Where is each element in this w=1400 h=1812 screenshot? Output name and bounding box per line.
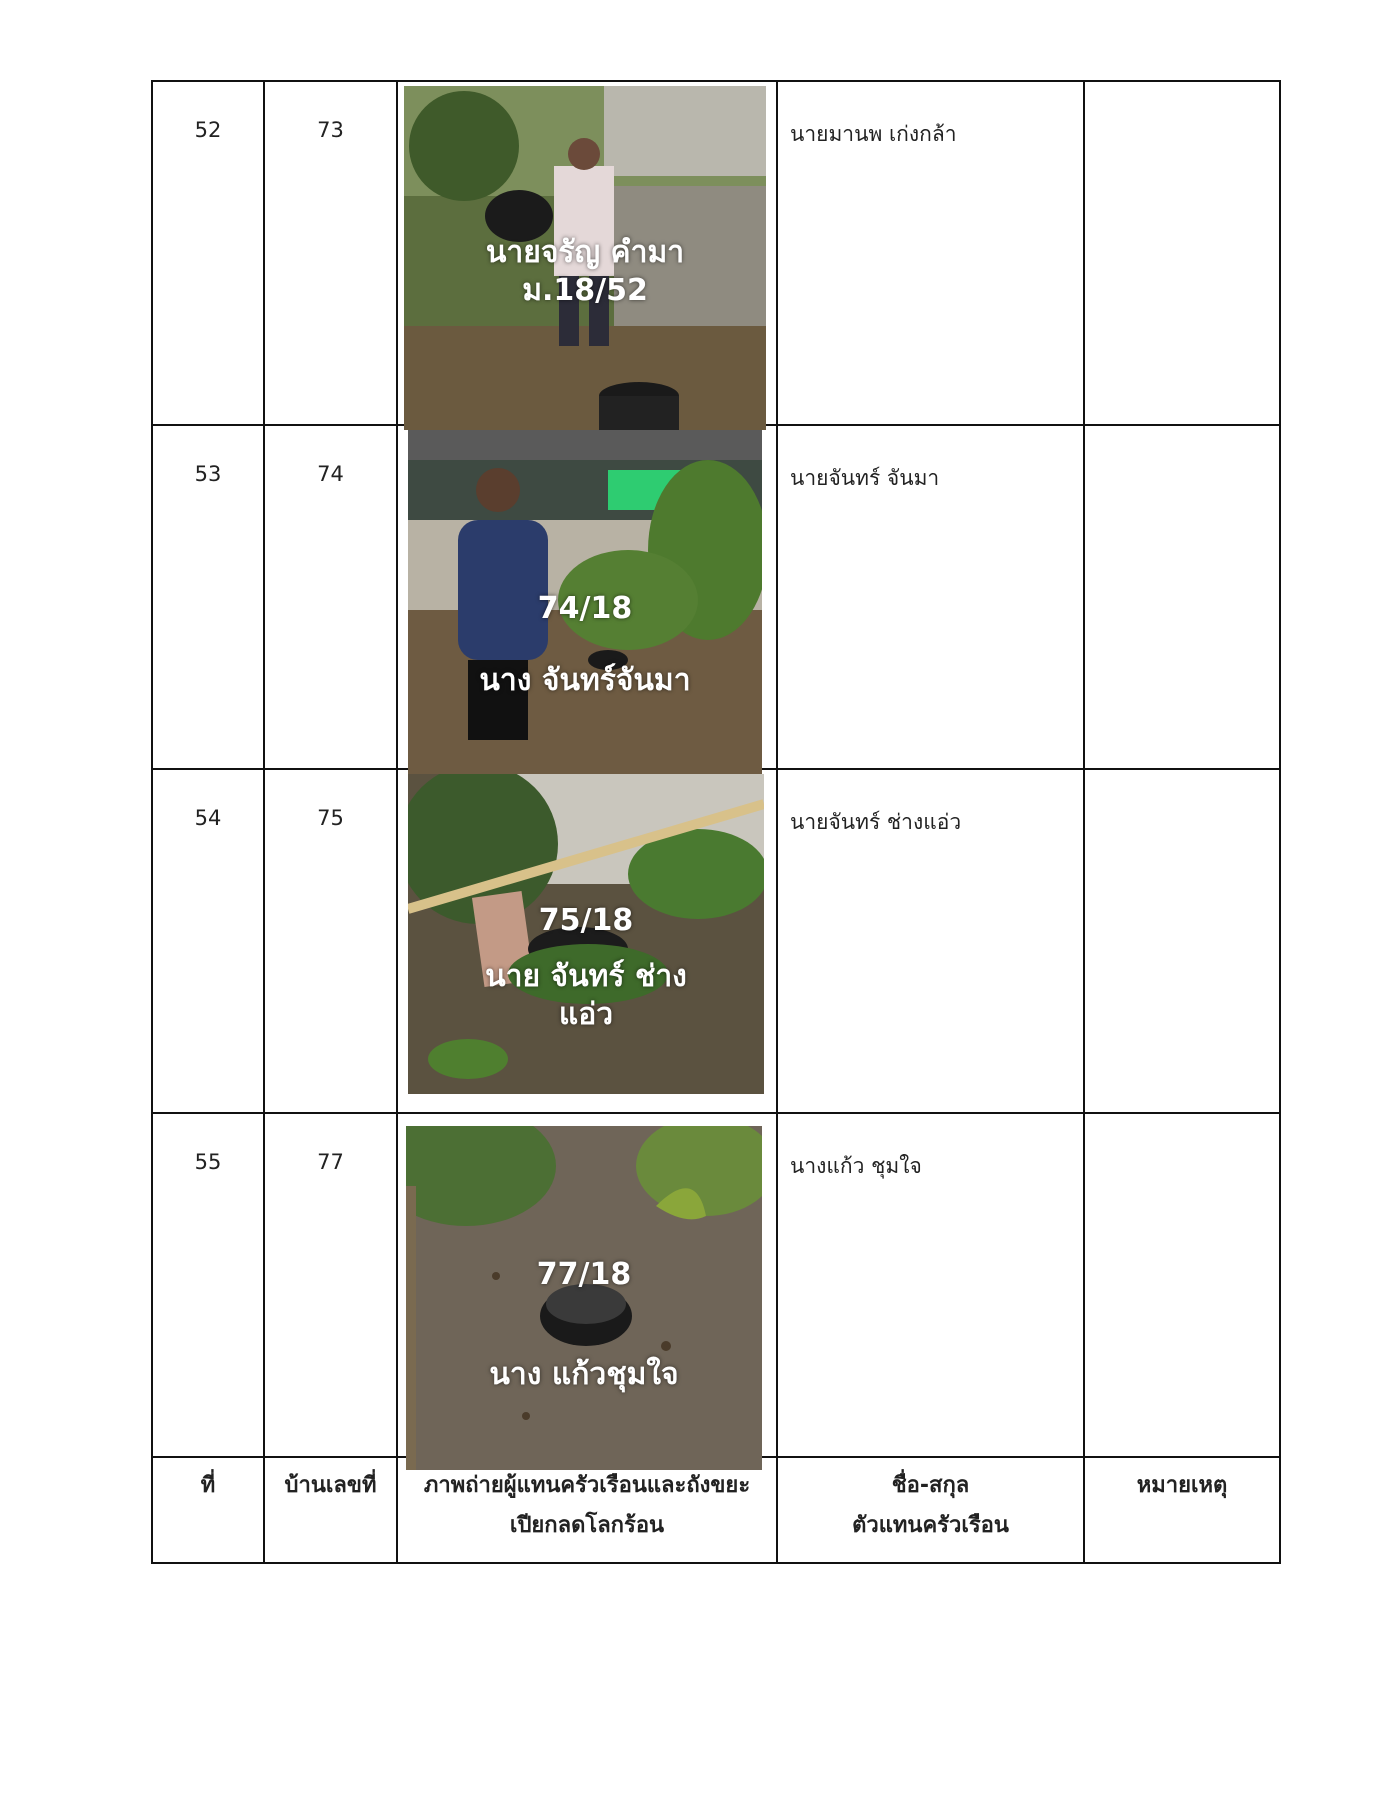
header-name-line2: ตัวแทนครัวเรือน [852,1513,1009,1538]
household-photo [408,430,762,774]
household-photo [404,86,766,430]
household-photo [406,1126,762,1470]
table-row [152,425,1280,769]
photo-caption-line: นายจรัญ คำมา [485,235,685,270]
header-photo: ภาพถ่ายผู้แทนครัวเรือนและถังขยะเปียกลดโลกร้อน [423,1473,751,1538]
header-note: หมายเหตุ [1136,1473,1228,1498]
household-register-table [151,80,1281,1564]
header-no: ที่ [200,1473,216,1498]
photo-caption-line: นาง จันทร์จันมา [479,663,691,698]
remark [1085,770,1279,806]
table-header-row [152,1457,1280,1563]
household-photo [408,774,764,1094]
header-name-line1: ชื่อ-สกุล [891,1473,970,1498]
household-representative-name: นายจันทร์ ช่างแอ่ว [790,810,962,834]
row-number: 52 [194,118,222,142]
household-representative-name: นายจันทร์ จันมา [790,466,940,490]
house-number: 74 [317,462,344,486]
house-number: 73 [317,118,344,142]
photo-caption-line: นาย จันทร์ ช่าง [485,959,687,994]
row-number: 53 [194,462,222,486]
house-number: 75 [317,806,344,830]
photo-caption-line: 75/18 [538,903,634,938]
remark [1085,426,1279,462]
household-representative-name: นายมานพ เก่งกล้า [790,122,957,146]
table-row [152,1113,1280,1457]
house-number: 77 [317,1150,344,1174]
photo-caption-line: ม.18/52 [522,273,648,308]
remark [1085,82,1279,118]
row-number: 54 [194,806,222,830]
photo-caption-line: นาง แก้วชุมใจ [489,1357,679,1392]
household-representative-name: นางแก้ว ชุมใจ [790,1154,922,1178]
table-row [152,81,1280,425]
photo-caption-line: แอ่ว [558,997,614,1032]
row-number: 55 [194,1150,222,1174]
photo-caption-line: 74/18 [537,591,633,626]
table-row [152,769,1280,1113]
photo-caption-line: 77/18 [536,1257,632,1292]
remark [1085,1114,1279,1150]
header-house-number: บ้านเลขที่ [284,1473,377,1498]
